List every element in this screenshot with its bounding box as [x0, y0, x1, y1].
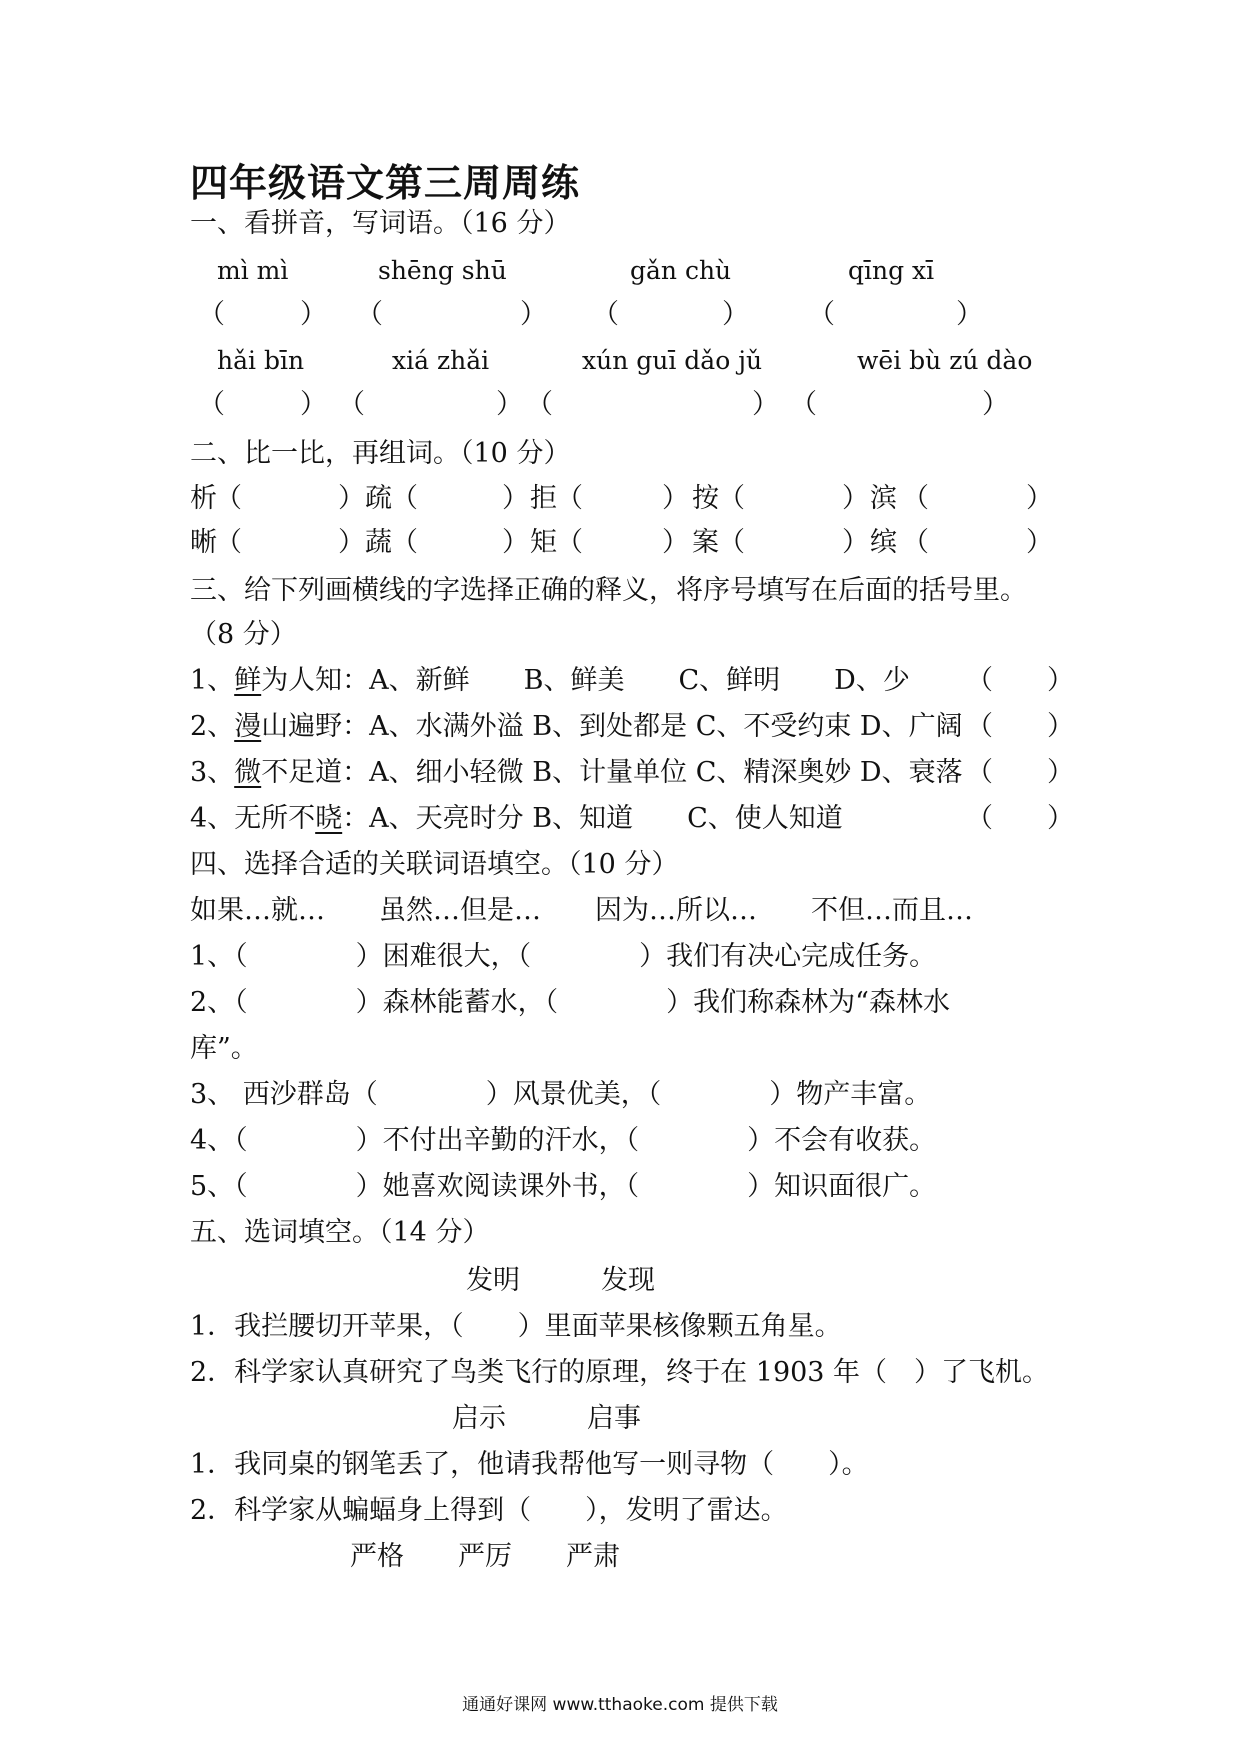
- section-4-heading: 四、选择合适的关联词语填空。（10 分）: [190, 849, 679, 880]
- section-3-heading: 三、给下列画横线的字选择正确的释义，将序号填写在后面的括号里。: [190, 575, 1027, 606]
- section-1-heading: 一、看拼音，写词语。（16 分）: [190, 208, 571, 239]
- fill-item-1-2[interactable]: 2．科学家认真研究了鸟类飞行的原理，终于在 1903 年（ ）了飞机。: [190, 1357, 1050, 1388]
- blank-open[interactable]: （: [790, 389, 817, 420]
- char: 滨: [870, 483, 897, 514]
- blank-close: ）: [496, 389, 523, 420]
- blank-open[interactable]: （: [902, 483, 929, 514]
- item-text: 不足道：A、细小轻微 B、计量单位 C、精深奥妙 D、衰落: [261, 757, 963, 788]
- meaning-item-3: [190, 756, 963, 790]
- underlined-char: 晓: [315, 803, 343, 834]
- fill-item-1-1[interactable]: 1．我拦腰切开苹果，（ ）里面苹果核像颗五角星。: [190, 1311, 842, 1342]
- pinyin-1: mì mì: [217, 256, 289, 285]
- char: 拒: [530, 483, 557, 514]
- blank-close: ）: [300, 389, 327, 420]
- char: 缤: [870, 527, 897, 558]
- word-group-2: 启示 启事: [452, 1403, 641, 1434]
- blank-close: ）: [982, 389, 1009, 420]
- pinyin-2: shēng shū: [378, 256, 507, 285]
- section-3-score: （8 分）: [190, 619, 297, 650]
- blank-open[interactable]: （: [718, 483, 745, 514]
- blank-close: ）: [956, 299, 983, 330]
- footer-credit: 通通好课网 www.tthaoke.com 提供下载: [462, 1695, 778, 1715]
- pinyin-3: gǎn chù: [630, 256, 732, 285]
- pinyin-4: qīng xī: [848, 256, 935, 285]
- blank-open[interactable]: （: [556, 483, 583, 514]
- blank-close: ）: [300, 299, 327, 330]
- underlined-char: 漫: [234, 711, 262, 742]
- char: 案: [692, 527, 719, 558]
- item-number: 2、: [190, 711, 235, 742]
- item-number: 1、: [190, 665, 235, 696]
- answer-bracket[interactable]: （ ）: [966, 803, 1074, 834]
- blank-close: ）: [662, 527, 689, 558]
- blank-close: ）: [842, 527, 869, 558]
- item-number: 4、: [190, 803, 235, 834]
- fill-item-2-2[interactable]: 2．科学家从蝙蝠身上得到（ ），发明了雷达。: [190, 1495, 788, 1526]
- page-title: 四年级语文第三周周练: [190, 161, 581, 205]
- underlined-char: 鲜: [234, 665, 262, 696]
- blank-open[interactable]: （: [198, 299, 225, 330]
- blank-close: ）: [842, 483, 869, 514]
- connector-options: 如果…就… 虽然…但是… 因为…所以… 不但…而且…: [190, 895, 973, 926]
- blank-open[interactable]: （: [356, 299, 383, 330]
- pinyin-5: hǎi bīn: [217, 346, 305, 375]
- meaning-item-1: [190, 664, 910, 698]
- underlined-char: 微: [234, 757, 262, 788]
- connector-item-2[interactable]: 2、（ ）森林能蓄水，（ ）我们称森林为“森林水: [190, 987, 950, 1018]
- blank-close: ）: [1026, 483, 1053, 514]
- meaning-item-4: [190, 802, 843, 836]
- word-group-1: 发明 发现: [466, 1265, 655, 1296]
- word-group-3: 严格 严厉 严肃: [350, 1541, 620, 1572]
- connector-item-5[interactable]: 5、（ ）她喜欢阅读课外书，（ ）知识面很广。: [190, 1171, 937, 1202]
- blank-open[interactable]: （: [808, 299, 835, 330]
- blank-close: ）: [1026, 527, 1053, 558]
- blank-open[interactable]: （: [215, 527, 242, 558]
- blank-open[interactable]: （: [718, 527, 745, 558]
- blank-open[interactable]: （: [215, 483, 242, 514]
- char: 析: [190, 483, 217, 514]
- pinyin-8: wēi bù zú dào: [857, 346, 1033, 375]
- pinyin-7: xún guī dǎo jǔ: [582, 346, 763, 375]
- item-prefix: 无所不: [234, 803, 316, 834]
- pinyin-6: xiá zhǎi: [392, 346, 490, 375]
- connector-item-4[interactable]: 4、（ ）不付出辛勤的汗水，（ ）不会有收获。: [190, 1125, 937, 1156]
- char: 蔬: [365, 527, 392, 558]
- item-text: 为人知：A、新鲜 B、鲜美 C、鲜明 D、少: [261, 665, 910, 696]
- answer-bracket[interactable]: （ ）: [966, 665, 1074, 696]
- blank-close: ）: [338, 483, 365, 514]
- blank-close: ）: [502, 483, 529, 514]
- fill-item-2-1[interactable]: 1．我同桌的钢笔丢了，他请我帮他写一则寻物（ ）。: [190, 1449, 869, 1480]
- section-2-heading: 二、比一比，再组词。（10 分）: [190, 438, 571, 469]
- blank-open[interactable]: （: [526, 389, 553, 420]
- blank-close: ）: [520, 299, 547, 330]
- blank-close: ）: [338, 527, 365, 558]
- section-5-heading: 五、选词填空。（14 分）: [190, 1217, 490, 1248]
- char: 晰: [190, 527, 217, 558]
- blank-open[interactable]: （: [556, 527, 583, 558]
- item-text: ：A、天亮时分 B、知道 C、使人知道: [342, 803, 843, 834]
- item-text: 山遍野：A、水满外溢 B、到处都是 C、不受约束 D、广阔: [261, 711, 963, 742]
- connector-item-1[interactable]: 1、（ ）困难很大，（ ）我们有决心完成任务。: [190, 941, 937, 972]
- blank-open[interactable]: （: [198, 389, 225, 420]
- char: 矩: [530, 527, 557, 558]
- connector-item-2-continued: 库”。: [190, 1033, 258, 1064]
- blank-close: ）: [722, 299, 749, 330]
- answer-bracket[interactable]: （ ）: [966, 757, 1074, 788]
- item-number: 3、: [190, 757, 235, 788]
- blank-open[interactable]: （: [391, 527, 418, 558]
- char: 疏: [365, 483, 392, 514]
- blank-close: ）: [502, 527, 529, 558]
- blank-close: ）: [662, 483, 689, 514]
- blank-open[interactable]: （: [902, 527, 929, 558]
- connector-item-3[interactable]: 3、 西沙群岛（ ）风景优美，（ ）物产丰富。: [190, 1079, 932, 1110]
- blank-close: ）: [752, 389, 779, 420]
- answer-bracket[interactable]: （ ）: [966, 711, 1074, 742]
- blank-open[interactable]: （: [592, 299, 619, 330]
- blank-open[interactable]: （: [338, 389, 365, 420]
- blank-open[interactable]: （: [391, 483, 418, 514]
- char: 按: [692, 483, 719, 514]
- meaning-item-2: [190, 710, 963, 744]
